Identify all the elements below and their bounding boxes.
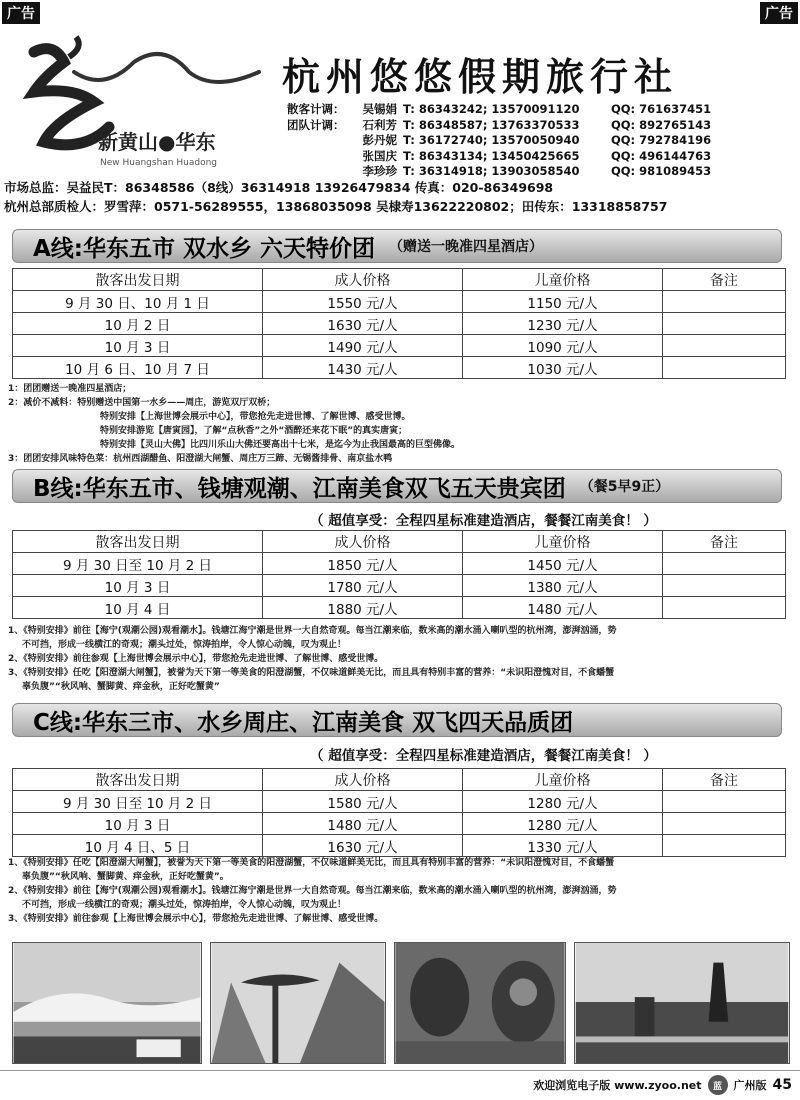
contact-row: 李珍珍 T: 36314918; 13903058540 QQ: 981089453 [362,164,712,178]
table-row: 10 月 6 日、10 月 7 日 1430 元/人 1030 元/人 [13,357,786,379]
mountain-pine-photo [210,942,386,1064]
agency-name: 杭州悠悠假期旅行社 [282,54,679,99]
ad-tag-left: 广告 [2,2,40,24]
table-row: 10 月 3 日 1480 元/人 1280 元/人 [13,813,786,835]
line-a-price-table [12,268,786,379]
table-row: 9 月 30 日、10 月 1 日 1550 元/人 1150 元/人 [13,291,786,313]
line-c-header [12,703,782,737]
table-header-row: 散客出发日期 成人价格 儿童价格 备注 [13,531,786,553]
line-c-notes: 1、《特别安排》任吃【阳澄湖大闸蟹】，被誉为天下第一等美食的阳澄湖蟹，不仅味道鲜美无比，而且具有特别丰富的营养：“未识阳澄愧对目，不食蟠蟹 辜负腹”“秋风响、蟹脚黄、痒金秋，正好吃蟹黄”。 2、《特别安排》前往【海宁(观潮公园)观看潮水】。钱塘江海宁潮是世界一大自然奇观。每当江潮来临，数米高的潮水涌入喇叭型的杭州湾，澎湃汹涌，势 不可挡，形成一线横江的奇观；潮头过处，惊涛拍岸，令人惊心动魄，叹为观止！ 3、《特别安排》前往参观【上海世博会展示中心】，带您抢先走进世博、了解世博、感受世博。 [8,858,617,924]
footer-divider [0,1070,800,1071]
table-header-row: 散客出发日期 成人价格 儿童价格 备注 [13,769,786,791]
line-b-subtitle: （ 超值享受：全程四星标准建造酒店，餐餐江南美食！ ） [310,513,657,529]
line-b-price-table [12,530,786,619]
pagoda-photo [574,942,790,1064]
table-row: 10 月 4 日、5 日 1630 元/人 1330 元/人 [13,835,786,857]
line-b-title: B线:华东五市、钱塘观潮、江南美食双飞五天贵宾团 [33,475,566,502]
contact-row: 散客计调： 吴锡娟 T: 86343242; 13570091120 QQ: 761637451 [287,102,712,116]
table-row: 10 月 4 日 1880 元/人 1480 元/人 [13,597,786,619]
line-c-price-table [12,768,786,857]
photo-strip [12,942,792,1066]
agency-contact-lines [0,178,800,216]
line-b-note: （餐5早9正） [579,479,670,495]
logo-en-text: New Huangshan Huadong [100,158,217,168]
line-b-header [12,469,782,503]
agency-header [0,28,800,188]
line-a-title: A线:华东五市 双水乡 六天特价团 [33,235,376,262]
contact-list [287,102,711,180]
line-a-note: （赠送一晚准四星酒店） [389,239,544,255]
table-row: 10 月 3 日 1490 元/人 1090 元/人 [13,335,786,357]
contact-row: 彭丹妮 T: 36172740; 13570050940 QQ: 792784196 [362,133,712,147]
market-director-line: 市场总监：吴益民T：86348586（8线）36314918 13926479834 传真：020-86349698 [4,180,554,195]
table-header-row: 散客出发日期 成人价格 儿童价格 备注 [13,269,786,291]
page-footer [533,1075,792,1095]
line-a-header [12,229,782,263]
table-row: 9 月 30 日至 10 月 2 日 1580 元/人 1280 元/人 [13,791,786,813]
table-row: 10 月 3 日 1780 元/人 1380 元/人 [13,575,786,597]
grotto-buddha-photo [394,942,566,1064]
logo-cn-text: 新黄山●华东 [98,130,216,154]
page-number: 45 [772,1077,792,1093]
line-c-title: C线:华东三市、水乡周庄、江南美食 双飞四天品质团 [33,709,574,736]
line-a-notes: 1：团团赠送一晚准四星酒店； 2：减价不减料：特别赠送中国第一水乡——周庄，游览双厅双桥； 特别安排【上海世博会展示中心】，带您抢先走进世博、了解世博、感受世博。 特别安排游览【唐寅园】，了解“点秋香”之外“酒醉还来花下眠”的真实唐寅； 特别安排【灵山大佛】比四川乐山大佛还要高出十七米，是迄今为止我国最高的巨型佛像。 3：团团安排风味特色菜：杭州西湖醋鱼、阳澄湖大闸蟹、周庄万三蹄、无锡酱排骨、南京盐水鸭 [8,384,461,464]
line-c-subtitle: （ 超值享受：全程四星标准建造酒店，餐餐江南美食！ ） [310,748,657,764]
edition-badge: 蓝 [708,1075,728,1095]
contact-row: 团队计调： 石利芳 T: 86348587; 13763370533 QQ: 892765143 [287,117,712,132]
tide-photo [12,942,202,1064]
ad-tag-right: 广告 [760,2,798,24]
table-row: 9 月 30 日至 10 月 2 日 1850 元/人 1450 元/人 [13,553,786,575]
contact-row: 张国庆 T: 86343134; 13450425665 QQ: 496144763 [362,148,712,163]
line-b-notes: 1、《特别安排》前往【海宁(观潮公园)观看潮水】。钱塘江海宁潮是世界一大自然奇观。每当江潮来临，数米高的潮水涌入喇叭型的杭州湾，澎湃汹涌，势 不可挡，形成一线横江的奇观；潮头过处，惊涛拍岸，令人惊心动魄，叹为观止！ 2、《特别安排》前往参观【上海世博会展示中心】，带您抢先走进世博、了解世博、感受世博。 3、《特别安排》任吃【阳澄湖大闸蟹】，被誉为天下第一等美食的阳澄湖蟹，不仅味道鲜美无比，而且具有特别丰富的营养：“未识阳澄愧对目，不食蟠蟹 辜负腹”“秋风响、蟹脚黄、痒金秋，正好吃蟹黄” [8,626,617,692]
hq-inspector-line: 杭州总部质检人：罗雪萍：0571-56289555，13868035098 吴棣寿13622220802；田传东：13318858757 [4,199,668,214]
table-row: 10 月 2 日 1630 元/人 1230 元/人 [13,313,786,335]
edition-label: 广州版 [733,1079,767,1092]
footer-website-text: 欢迎浏览电子版 www.zyoo.net [533,1079,702,1092]
